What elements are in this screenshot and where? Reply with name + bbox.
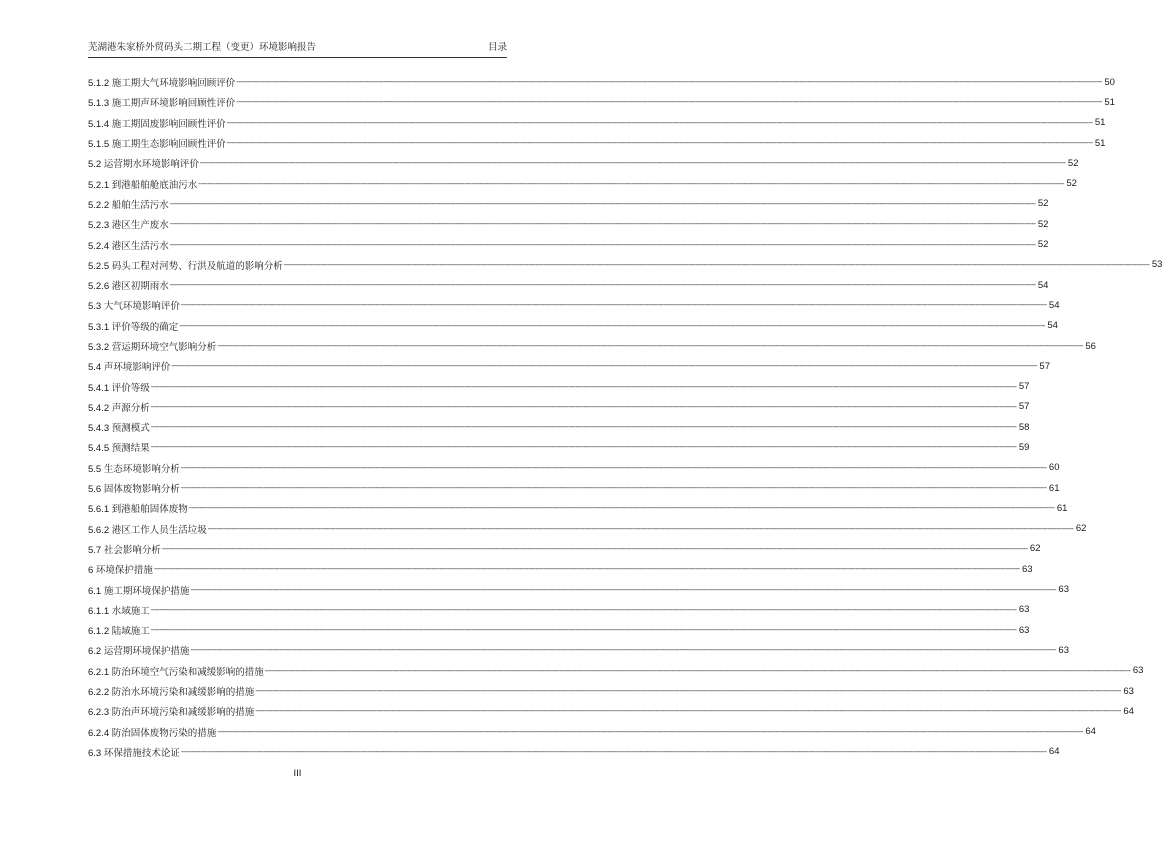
toc-entry[interactable] (88, 356, 1050, 376)
toc-entry[interactable] (88, 295, 1060, 315)
toc-entry[interactable] (88, 640, 1069, 660)
toc-entry-title: 5.2.1 到港船舶舱底油污水 (88, 179, 198, 191)
toc-dot-leader: ---------------------------------------------------------------------------------------------------------------------------------------------------------------------------------------------------------------------------------------------------------------------------------------------------------------------------------------------------------------------------------------------------------------- (255, 686, 1121, 696)
toc-entry-page-number: 63 (1132, 665, 1144, 677)
toc-entry-page-number: 53 (1151, 259, 1162, 271)
toc-entry-title: 5.1.3 施工期声环境影响回顾性评价 (88, 98, 236, 110)
toc-entry-title: 6.2.2 防治水环境污染和减缓影响的措施 (88, 687, 255, 699)
toc-entry-page-number: 63 (1021, 563, 1033, 575)
toc-entry-title: 5.2.4 港区生活污水 (88, 240, 169, 252)
toc-entry-title: 5.1.2 施工期大气环境影响回顾评价 (88, 78, 236, 90)
toc-dot-leader: ---------------------------------------------------------------------------------------------------------------------------------------------------------------------------------------------------------------------------------------------------------------------------------------------------------------------------------------------------------------------------------------------------------------- (188, 503, 1055, 513)
toc-entry-page-number: 50 (1104, 76, 1115, 88)
toc-entry[interactable] (88, 275, 1049, 295)
toc-entry[interactable] (88, 539, 1041, 559)
toc-entry[interactable] (88, 742, 1060, 762)
toc-dot-leader: ---------------------------------------------------------------------------------------------------------------------------------------------------------------------------------------------------------------------------------------------------------------------------------------------------------------------------------------------------------------------------------------------------------------- (169, 280, 1036, 290)
toc-entry-title: 6.2.1 防治环境空气污染和减缓影响的措施 (88, 666, 264, 678)
toc-entry-title: 5.2.2 船舶生活污水 (88, 199, 169, 211)
toc-entry[interactable] (88, 194, 1049, 214)
toc-entry-page-number: 62 (1029, 543, 1041, 555)
toc-dot-leader: ---------------------------------------------------------------------------------------------------------------------------------------------------------------------------------------------------------------------------------------------------------------------------------------------------------------------------------------------------------------------------------------------------------------- (180, 300, 1047, 310)
toc-dot-leader: ---------------------------------------------------------------------------------------------------------------------------------------------------------------------------------------------------------------------------------------------------------------------------------------------------------------------------------------------------------------------------------------------------------------- (150, 381, 1017, 391)
toc-entry[interactable] (88, 722, 1096, 742)
toc-entry-title: 6.1.1 水域施工 (88, 605, 150, 617)
toc-entry[interactable] (88, 234, 1049, 254)
toc-dot-leader: ---------------------------------------------------------------------------------------------------------------------------------------------------------------------------------------------------------------------------------------------------------------------------------------------------------------------------------------------------------------------------------------------------------------- (171, 361, 1037, 371)
toc-dot-leader: ---------------------------------------------------------------------------------------------------------------------------------------------------------------------------------------------------------------------------------------------------------------------------------------------------------------------------------------------------------------------------------------------------------------- (226, 117, 1093, 127)
toc-entry-page-number: 58 (1018, 421, 1030, 433)
toc-dot-leader: ---------------------------------------------------------------------------------------------------------------------------------------------------------------------------------------------------------------------------------------------------------------------------------------------------------------------------------------------------------------------------------------------------------------- (180, 483, 1047, 493)
table-of-contents (88, 72, 1162, 762)
toc-dot-leader: ---------------------------------------------------------------------------------------------------------------------------------------------------------------------------------------------------------------------------------------------------------------------------------------------------------------------------------------------------------------------------------------------------------------- (207, 523, 1074, 533)
toc-dot-leader: ---------------------------------------------------------------------------------------------------------------------------------------------------------------------------------------------------------------------------------------------------------------------------------------------------------------------------------------------------------------------------------------------------------------- (180, 746, 1047, 756)
toc-dot-leader: ---------------------------------------------------------------------------------------------------------------------------------------------------------------------------------------------------------------------------------------------------------------------------------------------------------------------------------------------------------------------------------------------------------------- (198, 178, 1064, 188)
toc-dot-leader: ---------------------------------------------------------------------------------------------------------------------------------------------------------------------------------------------------------------------------------------------------------------------------------------------------------------------------------------------------------------------------------------------------------------- (199, 158, 1066, 168)
toc-entry[interactable] (88, 173, 1077, 193)
toc-entry-title: 5.5 生态环境影响分析 (88, 463, 180, 475)
toc-entry[interactable] (88, 681, 1134, 701)
toc-entry[interactable] (88, 417, 1030, 437)
toc-entry[interactable] (88, 498, 1068, 518)
toc-entry[interactable] (88, 113, 1106, 133)
toc-dot-leader: ---------------------------------------------------------------------------------------------------------------------------------------------------------------------------------------------------------------------------------------------------------------------------------------------------------------------------------------------------------------------------------------------------------------- (150, 442, 1017, 452)
toc-entry[interactable] (88, 519, 1087, 539)
toc-dot-leader: ---------------------------------------------------------------------------------------------------------------------------------------------------------------------------------------------------------------------------------------------------------------------------------------------------------------------------------------------------------------------------------------------------------------- (217, 726, 1083, 736)
toc-entry[interactable] (88, 153, 1079, 173)
toc-entry[interactable] (88, 458, 1060, 478)
toc-entry-title: 6.3 环保措施技术论证 (88, 747, 180, 759)
toc-entry-title: 5.3.2 营运期环境空气影响分析 (88, 342, 217, 353)
toc-entry-page-number: 52 (1066, 178, 1077, 190)
toc-entry[interactable] (88, 478, 1060, 498)
toc-entry[interactable] (88, 397, 1030, 417)
toc-entry[interactable] (88, 133, 1106, 153)
toc-dot-leader: ---------------------------------------------------------------------------------------------------------------------------------------------------------------------------------------------------------------------------------------------------------------------------------------------------------------------------------------------------------------------------------------------------------------- (283, 259, 1150, 269)
toc-entry-title: 5.3.1 评价等级的确定 (88, 321, 179, 333)
toc-entry-page-number: 61 (1048, 482, 1060, 494)
toc-entry-page-number: 63 (1018, 624, 1030, 636)
toc-entry-page-number: 52 (1037, 218, 1049, 230)
toc-entry[interactable] (88, 255, 1162, 275)
toc-entry-page-number: 51 (1094, 117, 1106, 129)
toc-entry-page-number: 54 (1047, 320, 1058, 332)
toc-dot-leader: ---------------------------------------------------------------------------------------------------------------------------------------------------------------------------------------------------------------------------------------------------------------------------------------------------------------------------------------------------------------------------------------------------------------- (153, 564, 1020, 574)
toc-entry-page-number: 54 (1048, 299, 1060, 311)
toc-entry-page-number: 62 (1075, 523, 1087, 535)
toc-entry-page-number: 63 (1058, 584, 1069, 596)
toc-entry[interactable] (88, 376, 1030, 396)
toc-entry-page-number: 51 (1104, 96, 1115, 108)
toc-dot-leader: ---------------------------------------------------------------------------------------------------------------------------------------------------------------------------------------------------------------------------------------------------------------------------------------------------------------------------------------------------------------------------------------------------------------- (150, 625, 1017, 635)
toc-entry-page-number: 61 (1056, 502, 1068, 514)
toc-entry-title: 5.2 运营期水环境影响评价 (88, 159, 199, 171)
toc-entry[interactable] (88, 661, 1144, 681)
toc-entry-page-number: 52 (1037, 198, 1049, 210)
toc-dot-leader: ---------------------------------------------------------------------------------------------------------------------------------------------------------------------------------------------------------------------------------------------------------------------------------------------------------------------------------------------------------------------------------------------------------------- (190, 584, 1056, 594)
toc-dot-leader: ---------------------------------------------------------------------------------------------------------------------------------------------------------------------------------------------------------------------------------------------------------------------------------------------------------------------------------------------------------------------------------------------------------------- (217, 341, 1083, 350)
toc-entry-title: 5.3 大气环境影响评价 (88, 301, 180, 313)
toc-entry-title: 6.2 运营期环境保护措施 (88, 646, 190, 658)
toc-entry-page-number: 59 (1018, 441, 1030, 453)
toc-entry[interactable] (88, 214, 1049, 234)
page-number: III (293, 768, 302, 779)
header-rule (88, 57, 507, 58)
toc-entry-page-number: 63 (1058, 644, 1069, 656)
toc-dot-leader: ---------------------------------------------------------------------------------------------------------------------------------------------------------------------------------------------------------------------------------------------------------------------------------------------------------------------------------------------------------------------------------------------------------------- (236, 97, 1102, 107)
toc-entry-title: 5.4.3 预测模式 (88, 423, 150, 435)
toc-entry[interactable] (88, 579, 1069, 599)
toc-entry-title: 5.7 社会影响分析 (88, 544, 161, 556)
toc-dot-leader: ---------------------------------------------------------------------------------------------------------------------------------------------------------------------------------------------------------------------------------------------------------------------------------------------------------------------------------------------------------------------------------------------------------------- (150, 401, 1017, 411)
header-title: 芜湖港朱家桥外贸码头二期工程（变更）环境影响报告 (88, 42, 317, 53)
header-section-label: 目录 (487, 42, 507, 53)
toc-dot-leader: ---------------------------------------------------------------------------------------------------------------------------------------------------------------------------------------------------------------------------------------------------------------------------------------------------------------------------------------------------------------------------------------------------------------- (255, 706, 1121, 716)
toc-dot-leader: ---------------------------------------------------------------------------------------------------------------------------------------------------------------------------------------------------------------------------------------------------------------------------------------------------------------------------------------------------------------------------------------------------------------- (236, 77, 1102, 87)
toc-entry[interactable] (88, 316, 1058, 336)
toc-dot-leader: ---------------------------------------------------------------------------------------------------------------------------------------------------------------------------------------------------------------------------------------------------------------------------------------------------------------------------------------------------------------------------------------------------------------- (169, 219, 1036, 229)
toc-entry-title: 6.1 施工期环境保护措施 (88, 585, 190, 597)
toc-entry-title: 5.2.5 码头工程对河势、行洪及航道的影响分析 (88, 260, 283, 272)
toc-entry[interactable] (88, 701, 1134, 721)
toc-entry-title: 5.2.6 港区初期雨水 (88, 281, 169, 293)
toc-dot-leader: ---------------------------------------------------------------------------------------------------------------------------------------------------------------------------------------------------------------------------------------------------------------------------------------------------------------------------------------------------------------------------------------------------------------- (180, 462, 1047, 472)
toc-entry-title: 6.2.4 防治固体废物污染的措施 (88, 727, 217, 739)
toc-entry-page-number: 64 (1085, 726, 1096, 738)
toc-entry[interactable] (88, 92, 1115, 112)
toc-entry[interactable] (88, 437, 1030, 457)
toc-dot-leader: ---------------------------------------------------------------------------------------------------------------------------------------------------------------------------------------------------------------------------------------------------------------------------------------------------------------------------------------------------------------------------------------------------------------- (169, 239, 1036, 249)
toc-entry[interactable] (88, 72, 1115, 92)
toc-entry[interactable] (88, 559, 1033, 579)
toc-dot-leader: ---------------------------------------------------------------------------------------------------------------------------------------------------------------------------------------------------------------------------------------------------------------------------------------------------------------------------------------------------------------------------------------------------------------- (226, 138, 1093, 148)
toc-entry-title: 5.1.4 施工期固废影响回顾性评价 (88, 118, 226, 130)
toc-entry-title: 5.1.5 施工期生态影响回顾性评价 (88, 139, 226, 151)
toc-entry-title: 5.6 固体废物影响分析 (88, 484, 180, 496)
toc-entry-page-number: 52 (1037, 239, 1049, 251)
toc-entry-page-number: 64 (1048, 746, 1060, 758)
toc-entry-title: 6.1.2 陆域施工 (88, 626, 150, 638)
toc-dot-leader: ---------------------------------------------------------------------------------------------------------------------------------------------------------------------------------------------------------------------------------------------------------------------------------------------------------------------------------------------------------------------------------------------------------------- (264, 665, 1131, 675)
toc-entry-page-number: 57 (1039, 360, 1050, 372)
toc-dot-leader: ---------------------------------------------------------------------------------------------------------------------------------------------------------------------------------------------------------------------------------------------------------------------------------------------------------------------------------------------------------------------------------------------------------------- (169, 198, 1036, 208)
toc-entry-title: 6.2.3 防治声环境污染和减缓影响的措施 (88, 707, 255, 719)
toc-entry-title: 6 环境保护措施 (88, 565, 153, 577)
toc-entry[interactable] (88, 336, 1096, 356)
toc-entry-title: 5.2.3 港区生产废水 (88, 220, 169, 232)
toc-entry-title: 5.6.1 到港船舶固体废物 (88, 504, 188, 516)
toc-entry-title: 5.4.1 评价等级 (88, 382, 150, 394)
toc-entry-page-number: 57 (1018, 381, 1030, 393)
toc-entry-page-number: 56 (1085, 340, 1096, 352)
toc-entry-page-number: 54 (1037, 279, 1049, 291)
running-header (88, 39, 507, 55)
toc-entry-title: 5.6.2 港区工作人员生活垃圾 (88, 524, 207, 536)
toc-entry-page-number: 63 (1123, 685, 1134, 697)
toc-entry-page-number: 57 (1018, 401, 1030, 413)
toc-entry-page-number: 51 (1094, 137, 1106, 149)
toc-entry[interactable] (88, 600, 1030, 620)
toc-dot-leader: ---------------------------------------------------------------------------------------------------------------------------------------------------------------------------------------------------------------------------------------------------------------------------------------------------------------------------------------------------------------------------------------------------------------- (179, 320, 1045, 330)
toc-entry-page-number: 64 (1123, 705, 1134, 717)
toc-entry-page-number: 52 (1067, 157, 1079, 169)
toc-entry-title: 5.4 声环境影响评价 (88, 362, 171, 374)
toc-dot-leader: ---------------------------------------------------------------------------------------------------------------------------------------------------------------------------------------------------------------------------------------------------------------------------------------------------------------------------------------------------------------------------------------------------------------- (161, 543, 1028, 553)
toc-dot-leader: ---------------------------------------------------------------------------------------------------------------------------------------------------------------------------------------------------------------------------------------------------------------------------------------------------------------------------------------------------------------------------------------------------------------- (190, 645, 1056, 655)
toc-entry[interactable] (88, 620, 1030, 640)
toc-entry-title: 5.4.2 声源分析 (88, 402, 150, 414)
toc-entry-page-number: 63 (1018, 604, 1030, 616)
toc-dot-leader: ---------------------------------------------------------------------------------------------------------------------------------------------------------------------------------------------------------------------------------------------------------------------------------------------------------------------------------------------------------------------------------------------------------------- (150, 604, 1017, 614)
toc-entry-title: 5.4.5 预测结果 (88, 443, 150, 455)
toc-dot-leader: ---------------------------------------------------------------------------------------------------------------------------------------------------------------------------------------------------------------------------------------------------------------------------------------------------------------------------------------------------------------------------------------------------------------- (150, 422, 1017, 432)
toc-entry-page-number: 60 (1048, 462, 1060, 474)
